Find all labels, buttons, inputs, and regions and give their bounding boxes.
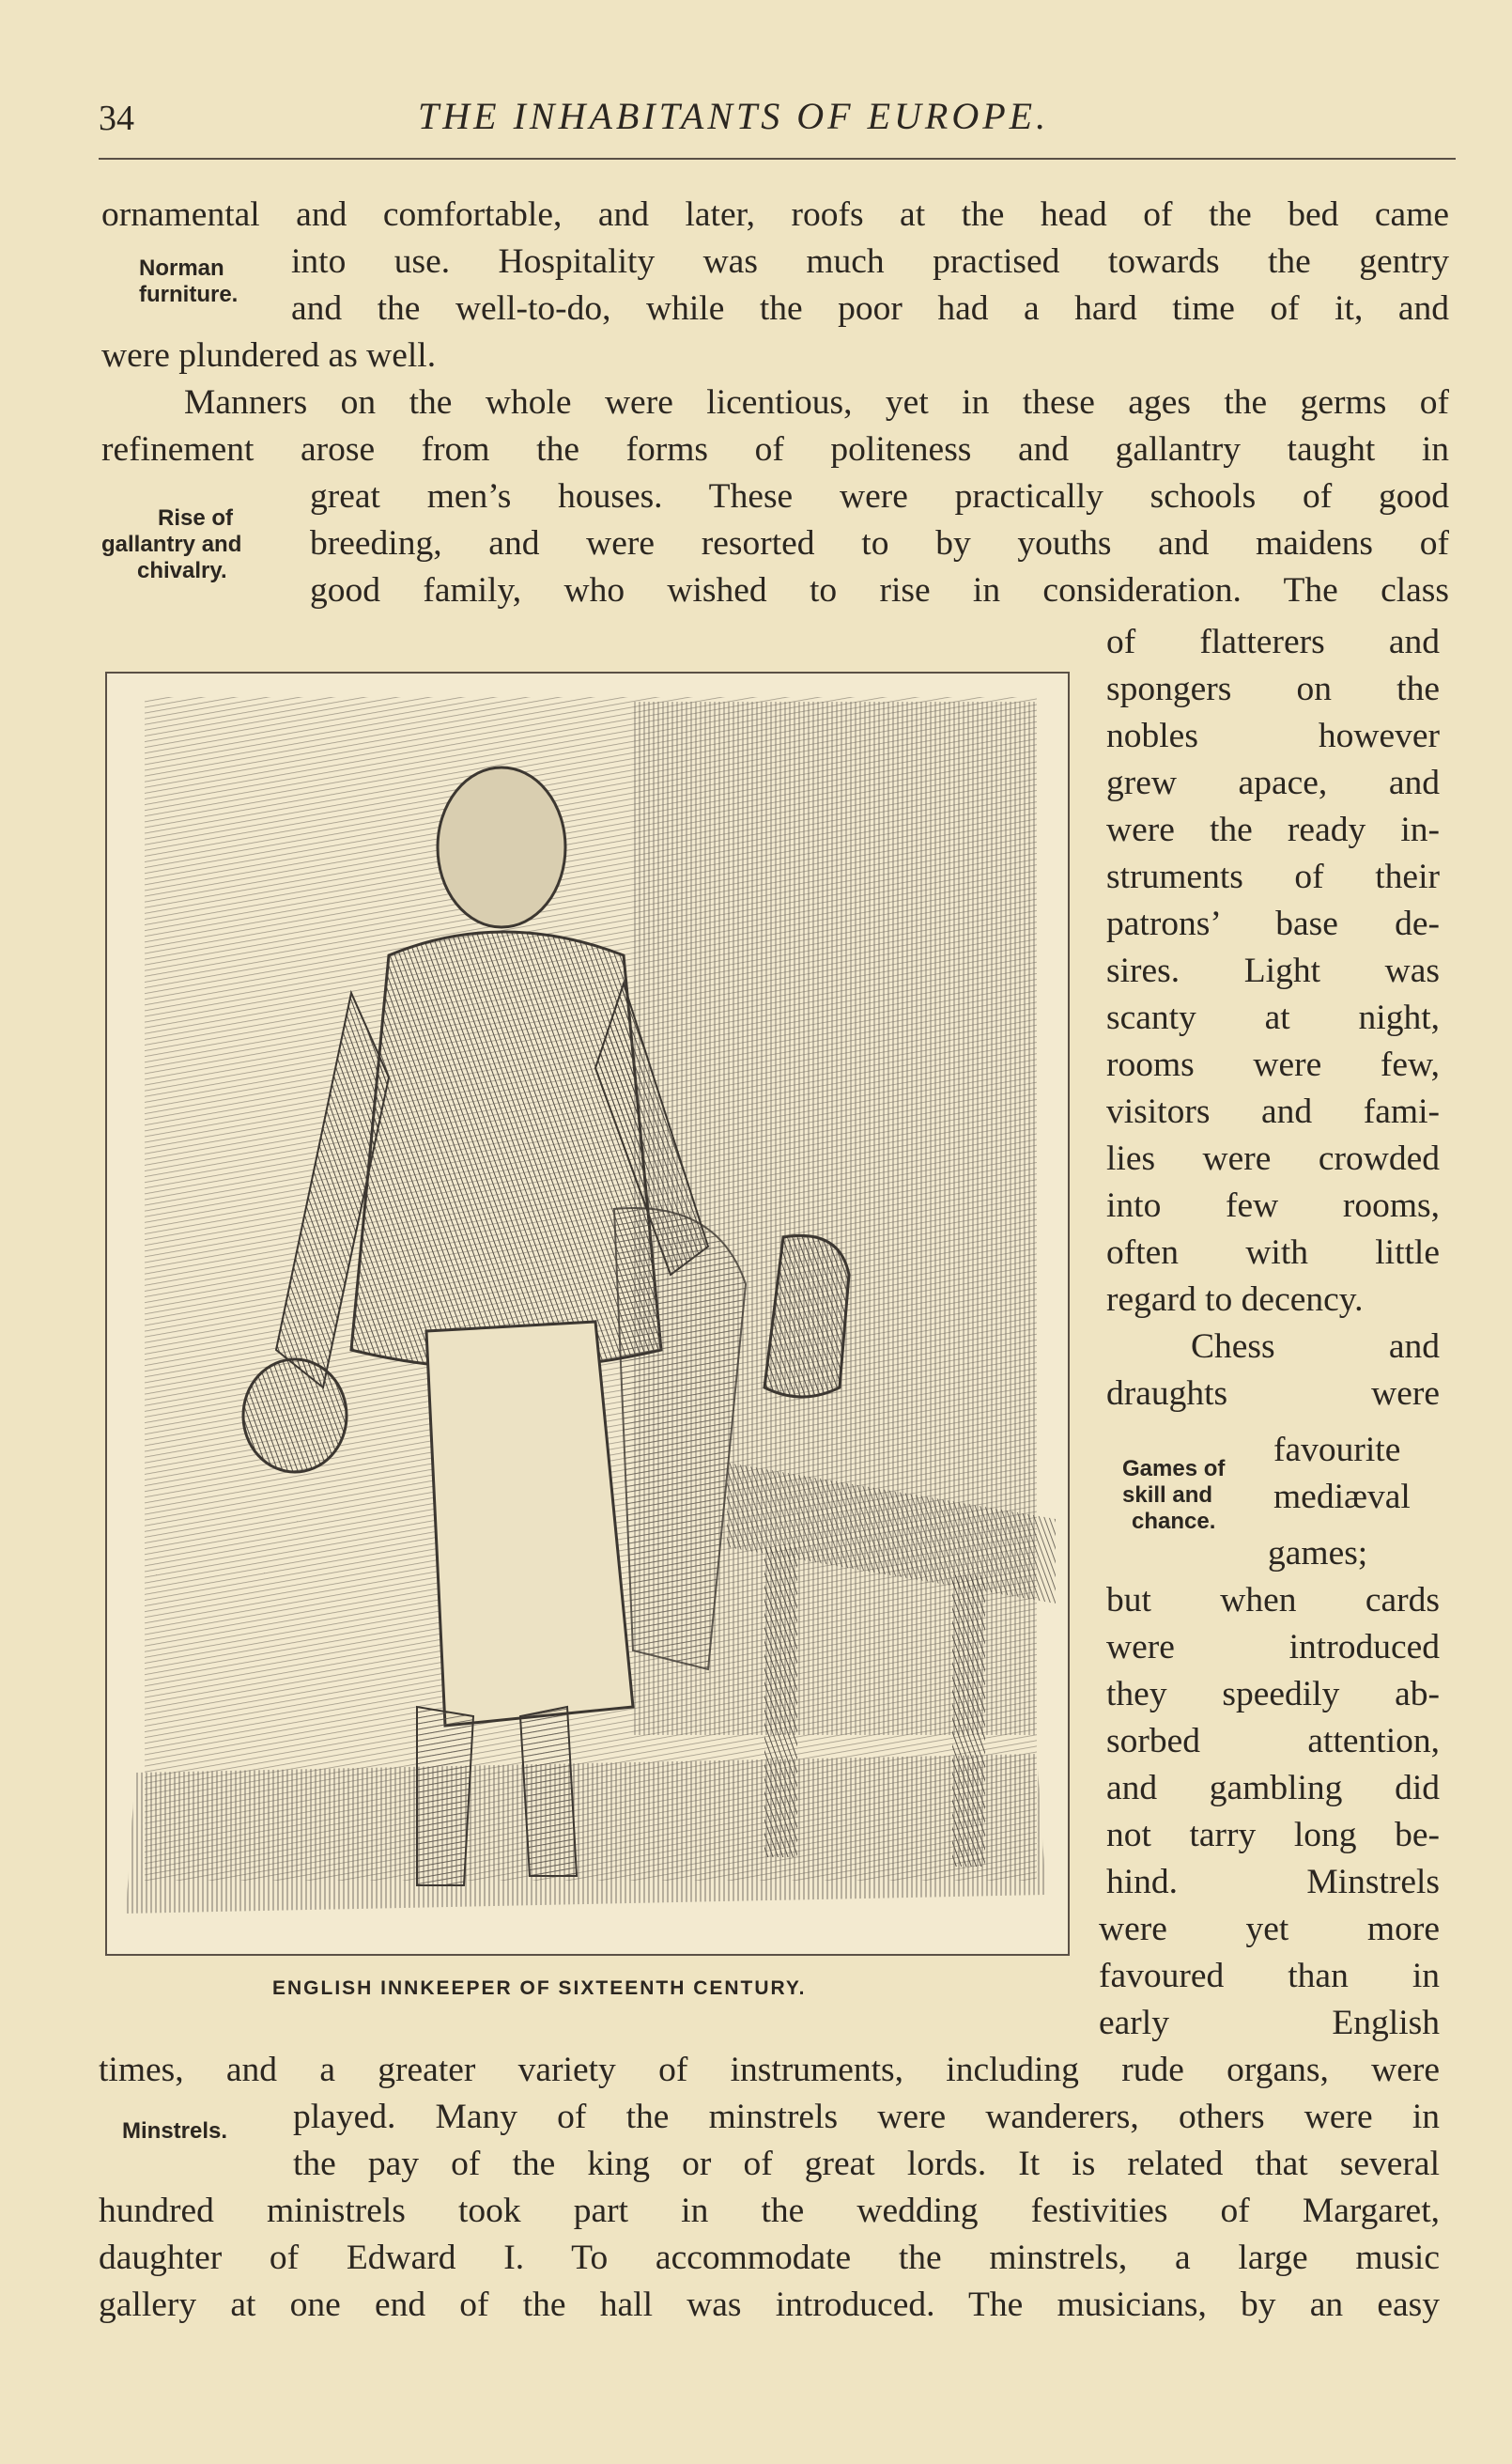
- text-line: spongers on the: [1106, 670, 1440, 708]
- text-line: regard to decency.: [1106, 1280, 1364, 1319]
- sidenote-line: Games of: [1122, 1456, 1226, 1481]
- text-line: but when cards: [1106, 1581, 1440, 1619]
- text-line: into use. Hospitality was much practised towards the gentry: [291, 242, 1449, 281]
- text-line: favourite: [1273, 1431, 1401, 1469]
- text-line: draughts were: [1106, 1374, 1440, 1413]
- text-line: Manners on the whole were licentious, yet in these ages the germs of: [184, 383, 1449, 422]
- sidenote-line: skill and: [1122, 1482, 1213, 1508]
- text-line: early English: [1099, 2004, 1440, 2042]
- text-line: the pay of the king or of great lords. It is related that several: [293, 2145, 1440, 2183]
- sidenote-games-of-skill: [1122, 1456, 1225, 1535]
- text-line: times, and a greater variety of instruments, including rude organs, were: [99, 2051, 1440, 2089]
- page-header: [99, 94, 1456, 150]
- text-line: and gambling did: [1106, 1769, 1440, 1807]
- sidenote-line: chivalry.: [137, 558, 227, 583]
- text-line: lies were crowded: [1106, 1139, 1440, 1178]
- figure-caption: ENGLISH INNKEEPER OF SIXTEENTH CENTURY.: [272, 1977, 807, 1999]
- sidenote-rise-of-gallantry: [101, 505, 241, 584]
- sidenote-line: gallantry and: [101, 532, 242, 557]
- text-line: patrons’ base de-: [1106, 905, 1440, 943]
- text-line: ornamental and comfortable, and later, roofs at the head of the bed came: [101, 195, 1449, 234]
- text-line: sires. Light was: [1106, 952, 1440, 990]
- text-line: games;: [1268, 1534, 1368, 1573]
- sidenote-line: chance.: [1132, 1509, 1216, 1534]
- text-line: nobles however: [1106, 717, 1440, 755]
- page-number: 34: [99, 99, 134, 138]
- text-line: often with little: [1106, 1233, 1440, 1272]
- text-line: hundred ministrels took part in the wedding festivities of Margaret,: [99, 2192, 1440, 2230]
- sidenote-line: Minstrels.: [122, 2118, 228, 2144]
- text-line: breeding, and were resorted to by youths and maidens of: [310, 524, 1449, 563]
- text-line: Chess and: [1191, 1327, 1440, 1366]
- text-line: favoured than in: [1099, 1957, 1440, 1995]
- text-line: refinement arose from the forms of politeness and gallantry taught in: [101, 430, 1449, 469]
- sidenote-line: furniture.: [139, 282, 239, 307]
- sidenote-norman-furniture: [139, 256, 238, 308]
- text-line: they speedily ab-: [1106, 1675, 1440, 1713]
- text-line: visitors and fami-: [1106, 1093, 1440, 1131]
- engraving-illustration: [107, 674, 1068, 1954]
- text-line: hind. Minstrels: [1106, 1863, 1440, 1901]
- text-line: rooms were few,: [1106, 1046, 1440, 1084]
- text-line: were plundered as well.: [101, 336, 437, 375]
- text-line: and the well-to-do, while the poor had a hard time of it, and: [291, 289, 1449, 328]
- text-line: sorbed attention,: [1106, 1722, 1440, 1760]
- text-line: mediæval: [1273, 1478, 1411, 1516]
- sidenote-line: Rise of: [158, 505, 234, 531]
- text-line: daughter of Edward I. To accommodate the minstrels, a large music: [99, 2239, 1440, 2277]
- text-line: into few rooms,: [1106, 1186, 1440, 1225]
- text-line: gallery at one end of the hall was introduced. The musicians, by an easy: [99, 2286, 1440, 2324]
- innkeeper-engraving: [105, 672, 1070, 1956]
- text-line: were yet more: [1099, 1910, 1440, 1948]
- text-line: scanty at night,: [1106, 999, 1440, 1037]
- text-line: of flatterers and: [1106, 623, 1440, 661]
- text-line: were introduced: [1106, 1628, 1440, 1666]
- header-rule: [99, 158, 1456, 160]
- running-title: THE INHABITANTS OF EUROPE.: [418, 95, 1050, 137]
- text-line: not tarry long be-: [1106, 1816, 1440, 1854]
- text-line: struments of their: [1106, 858, 1440, 896]
- sidenote-line: Norman: [139, 256, 224, 281]
- text-line: great men’s houses. These were practically schools of good: [310, 477, 1449, 516]
- text-line: good family, who wished to rise in consideration. The class: [310, 571, 1449, 610]
- text-line: were the ready in-: [1106, 811, 1440, 849]
- text-line: played. Many of the minstrels were wanderers, others were in: [293, 2098, 1440, 2136]
- sidenote-minstrels: [122, 2118, 227, 2145]
- text-line: grew apace, and: [1106, 764, 1440, 802]
